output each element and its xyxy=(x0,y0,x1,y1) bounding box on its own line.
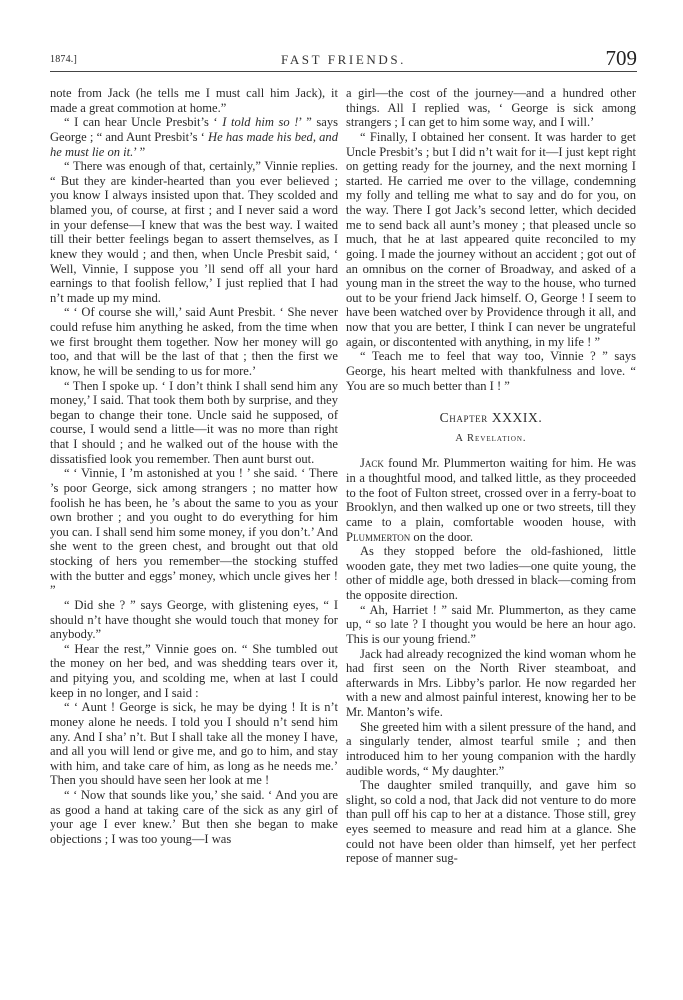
text-run: found Mr. Plummerton waiting for him. He was in a thoughtful mood, and talked little, as they proceeded to the foot of Fulton street, crossed over in a ferry-boat to Brooklyn, and then walked up one or two streets, till they came to a plain, comfortable wooden house, with xyxy=(346,456,636,529)
paragraph: “ Hear the rest,” Vinnie goes on. “ She tumbled out the money on her bed, and was shedding tears over it, and pitying you, and scolding me, when at last I could keep in no longer, and I said : xyxy=(50,641,338,700)
right-column-text-before xyxy=(346,86,636,393)
header-rule xyxy=(50,71,637,72)
page-number: 709 xyxy=(605,46,637,70)
text-run: on the door. xyxy=(410,529,474,544)
right-column xyxy=(346,86,636,866)
running-head xyxy=(50,46,637,70)
paragraph: “ Then I spoke up. ‘ I don’t think I shall send him any money,’ I said. That took them both by surprise, and they began to change their tone. Uncle said he supposed, of course, I would send a little—it was no more than right that I should ; and he walked out of the house with the dissatisfied look you remember. Then aunt burst out. xyxy=(50,378,338,466)
italic-text: I told him so ! xyxy=(222,115,299,130)
italic-text: He has made his bed, and he must lie on it. xyxy=(50,129,338,159)
small-caps-text: Jack xyxy=(360,456,384,471)
right-column-text-after xyxy=(346,456,636,866)
chapter-subtitle: A Revelation. xyxy=(455,432,527,444)
paragraph: The daughter smiled tranquilly, and gave him so slight, so cold a nod, that Jack did not venture to do more than pull off his cap to her at a distance. Those still, grey eyes seemed to measure and read him at a glance. She could not have been older than himself, yet her perfect repose of manner sug- xyxy=(346,778,636,866)
running-head-title: FAST FRIENDS. xyxy=(280,52,407,67)
paragraph: “ There was enough of that, certainly,” Vinnie replies. “ But they are kinder-hearted than you ever believed ; you know I always insisted upon that. They scolded and blamed you, of course, at first ; and I never said a word in your defense—I knew that was the best way. I waited till their better feelings began to assert themselves, as I knew they would ; and then, when Uncle Presbit said, ‘ Well, Vinnie, I suppose you ’ll send off all your hard earnings to that foolish fellow,’ I just replied that I had n’t made up my mind. xyxy=(50,159,338,305)
paragraph: She greeted him with a silent pressure of the hand, and a singularly tender, almost tearful smile ; and then introduced him to her young companion with the hardly audible words, “ My daughter.” xyxy=(346,719,636,778)
chapter-heading: Chapter XXXIX. xyxy=(439,410,543,426)
paragraph: “ Teach me to feel that way too, Vinnie ? ” says George, his heart melted with thankfulness and love. “ You are so much better than I ! ” xyxy=(346,349,636,393)
paragraph: Jack had already recognized the kind woman whom he had first seen on the North River steamboat, and afterwards in Mrs. Libby’s parlor. He now regarded her with a new and almost painful interest, knowing her to be Mr. Manton’s wife. xyxy=(346,646,636,719)
text-run: “ I can hear Uncle Presbit’s ‘ xyxy=(64,115,223,130)
paragraph: “ ‘ Now that sounds like you,’ she said. ‘ And you are as good a hand at taking care of the sick as any girl of your age I ever knew.’ But then she began to make objections ; I was too young—I was xyxy=(50,788,338,846)
paragraph: “ ‘ Of course she will,’ said Aunt Presbit. ‘ She never could refuse him anything he asked, from the time when we first brought them together. Now her money will go too, and that will be the last of that ; then the first we know, he will be sending to us for more.’ xyxy=(50,305,338,378)
paragraph: “ Did she ? ” says George, with glistening eyes, “ I should n’t have thought she would touch that money for anybody.” xyxy=(50,597,338,642)
text-run: ’ ” xyxy=(133,144,146,159)
paragraph: “ ‘ Aunt ! George is sick, he may be dying ! It is n’t money alone he needs. I told you I should n’t send him any. And I sha’ n’t. But I shall take all the money I have, and all you will lend or give me, and go to him, and stay with him, and take care of him, as long as he needs me.’ Then you should have seen her look at me ! xyxy=(50,700,338,788)
paragraph: “ Ah, Harriet ! ” said Mr. Plummerton, as they came up, “ so late ? I thought you would be here an hour ago. This is our young friend.” xyxy=(346,602,636,646)
paragraph: “ Finally, I obtained her consent. It was harder to get Uncle Presbit’s ; but I did n’t wait for it—I just kept right on getting ready for the journey, and the next morning I started. He carried me over to the village, condemning my folly and telling me what to say and do for you, on the way. There I got Jack’s second letter, which decided me to send back all aunt’s money ; that pleased uncle so much, that he at last appeared quite reconciled to my going. I made the journey without an accident ; got out of an omnibus on the corner of Broadway, and asked of a young man in the street the way to the house, who turned out to be your friend Jack himself. O, George ! I seem to have been watched over by Providence through it all, and now that you are better, I think I can never be ungrateful again, or discontented with anything, in my life ! ” xyxy=(346,129,636,349)
small-caps-text: Plummerton xyxy=(346,529,411,544)
paragraph: a girl—the cost of the journey—and a hundred other things. All I replied was, ‘ George is sick among strangers ; I can get to him some way, and I will.’ xyxy=(346,86,636,130)
paragraph: “ ‘ Vinnie, I ’m astonished at you ! ’ she said. ‘ There ’s poor George, sick among strangers ; no matter how foolish he has been, he ’s about the same to you as your own brother ; and you ought to do everything for him you can. I shall send him some money, if you don’t.’ And she went to the green chest, and brought out that old stocking of hers you remember—the stocking stuffed with the butter and eggs’ money, which uncle gives her ! ” xyxy=(50,466,338,598)
paragraph: As they stopped before the old-fashioned, little wooden gate, they met two ladies—one quite young, the other of middle age, both dressed in black—coming from the opposite direction. xyxy=(346,544,636,602)
left-column xyxy=(50,86,338,847)
paragraph xyxy=(50,115,338,159)
paragraph: note from Jack (he tells me I must call him Jack), it made a great commotion at home.” xyxy=(50,86,338,115)
running-head-date: 1874.] xyxy=(50,54,78,65)
text-run: ’ ” says George ; “ and Aunt Presbit’s ‘ xyxy=(50,115,338,144)
paragraph xyxy=(346,456,636,544)
